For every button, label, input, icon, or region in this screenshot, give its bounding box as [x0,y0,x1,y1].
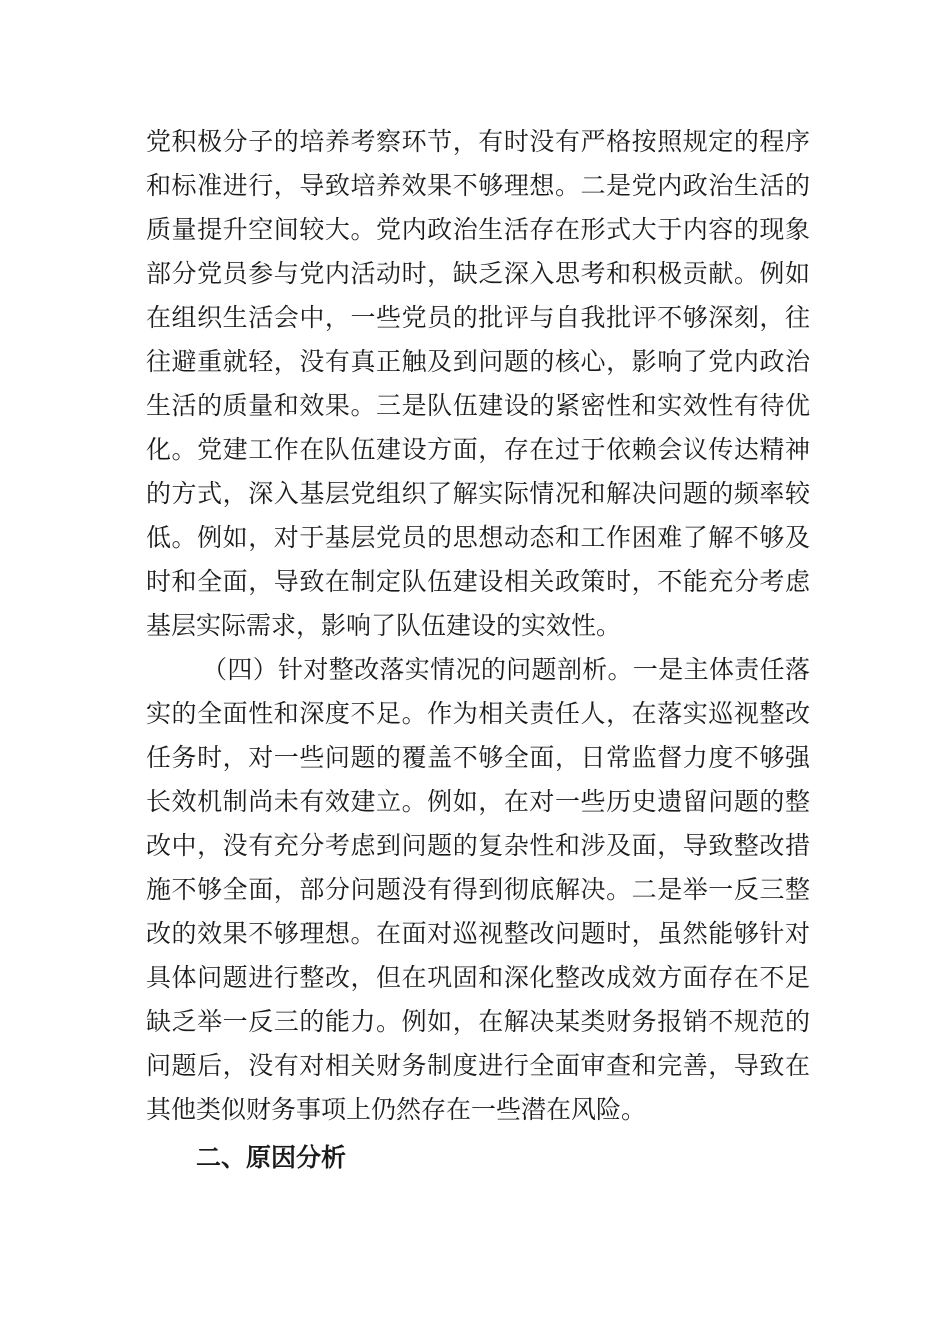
text-line: 和标准进行，导致培养效果不够理想。二是党内政治生活的 [146,171,810,200]
text-line: 问题后，没有对相关财务制度进行全面审查和完善，导致在 [146,1051,810,1080]
text-line: 其他类似财务事项上仍然存在一些潜在风险。 [146,1095,647,1124]
text-line: 基层实际需求，影响了队伍建设的实效性。 [146,611,622,640]
text-line: 党积极分子的培养考察环节，有时没有严格按照规定的程序 [146,127,810,156]
text-line: 低。例如，对于基层党员的思想动态和工作困难了解不够及 [146,523,810,552]
text-line: 具体问题进行整改，但在巩固和深化整改成效方面存在不足 [146,963,810,992]
text-line: 实的全面性和深度不足。作为相关责任人，在落实巡视整改 [146,699,810,728]
text-line: 生活的质量和效果。三是队伍建设的紧密性和实效性有待优 [146,391,810,420]
text-line: 时和全面，导致在制定队伍建设相关政策时，不能充分考虑 [146,567,810,596]
text-line: （四）针对整改落实情况的问题剖析。一是主体责任落 [202,655,810,684]
text-line: 的方式，深入基层党组织了解实际情况和解决问题的频率较 [146,479,810,508]
text-line: 任务时，对一些问题的覆盖不够全面，日常监督力度不够强 [146,743,810,772]
text-line: 质量提升空间较大。党内政治生活存在形式大于内容的现象 [146,215,810,244]
text-line: 缺乏举一反三的能力。例如，在解决某类财务报销不规范的 [146,1007,810,1036]
paragraph-rectification-analysis [146,648,810,1132]
text-line: 施不够全面，部分问题没有得到彻底解决。二是举一反三整 [146,875,810,904]
paragraph-problem-party-life [146,120,810,648]
text-line: 在组织生活会中，一些党员的批评与自我批评不够深刻，往 [146,303,810,332]
text-line: 改的效果不够理想。在面对巡视整改问题时，虽然能够针对 [146,919,810,948]
text-line: 部分党员参与党内活动时，缺乏深入思考和积极贡献。例如 [146,259,810,288]
text-line: 往避重就轻，没有真正触及到问题的核心，影响了党内政治 [146,347,810,376]
text-line: 改中，没有充分考虑到问题的复杂性和涉及面，导致整改措 [146,831,810,860]
section-heading: 二、原因分析 [196,1143,347,1172]
text-line: 长效机制尚未有效建立。例如，在对一些历史遗留问题的整 [146,787,810,816]
text-line: 化。党建工作在队伍建设方面，存在过于依赖会议传达精神 [146,435,810,464]
document-body [146,120,810,1180]
